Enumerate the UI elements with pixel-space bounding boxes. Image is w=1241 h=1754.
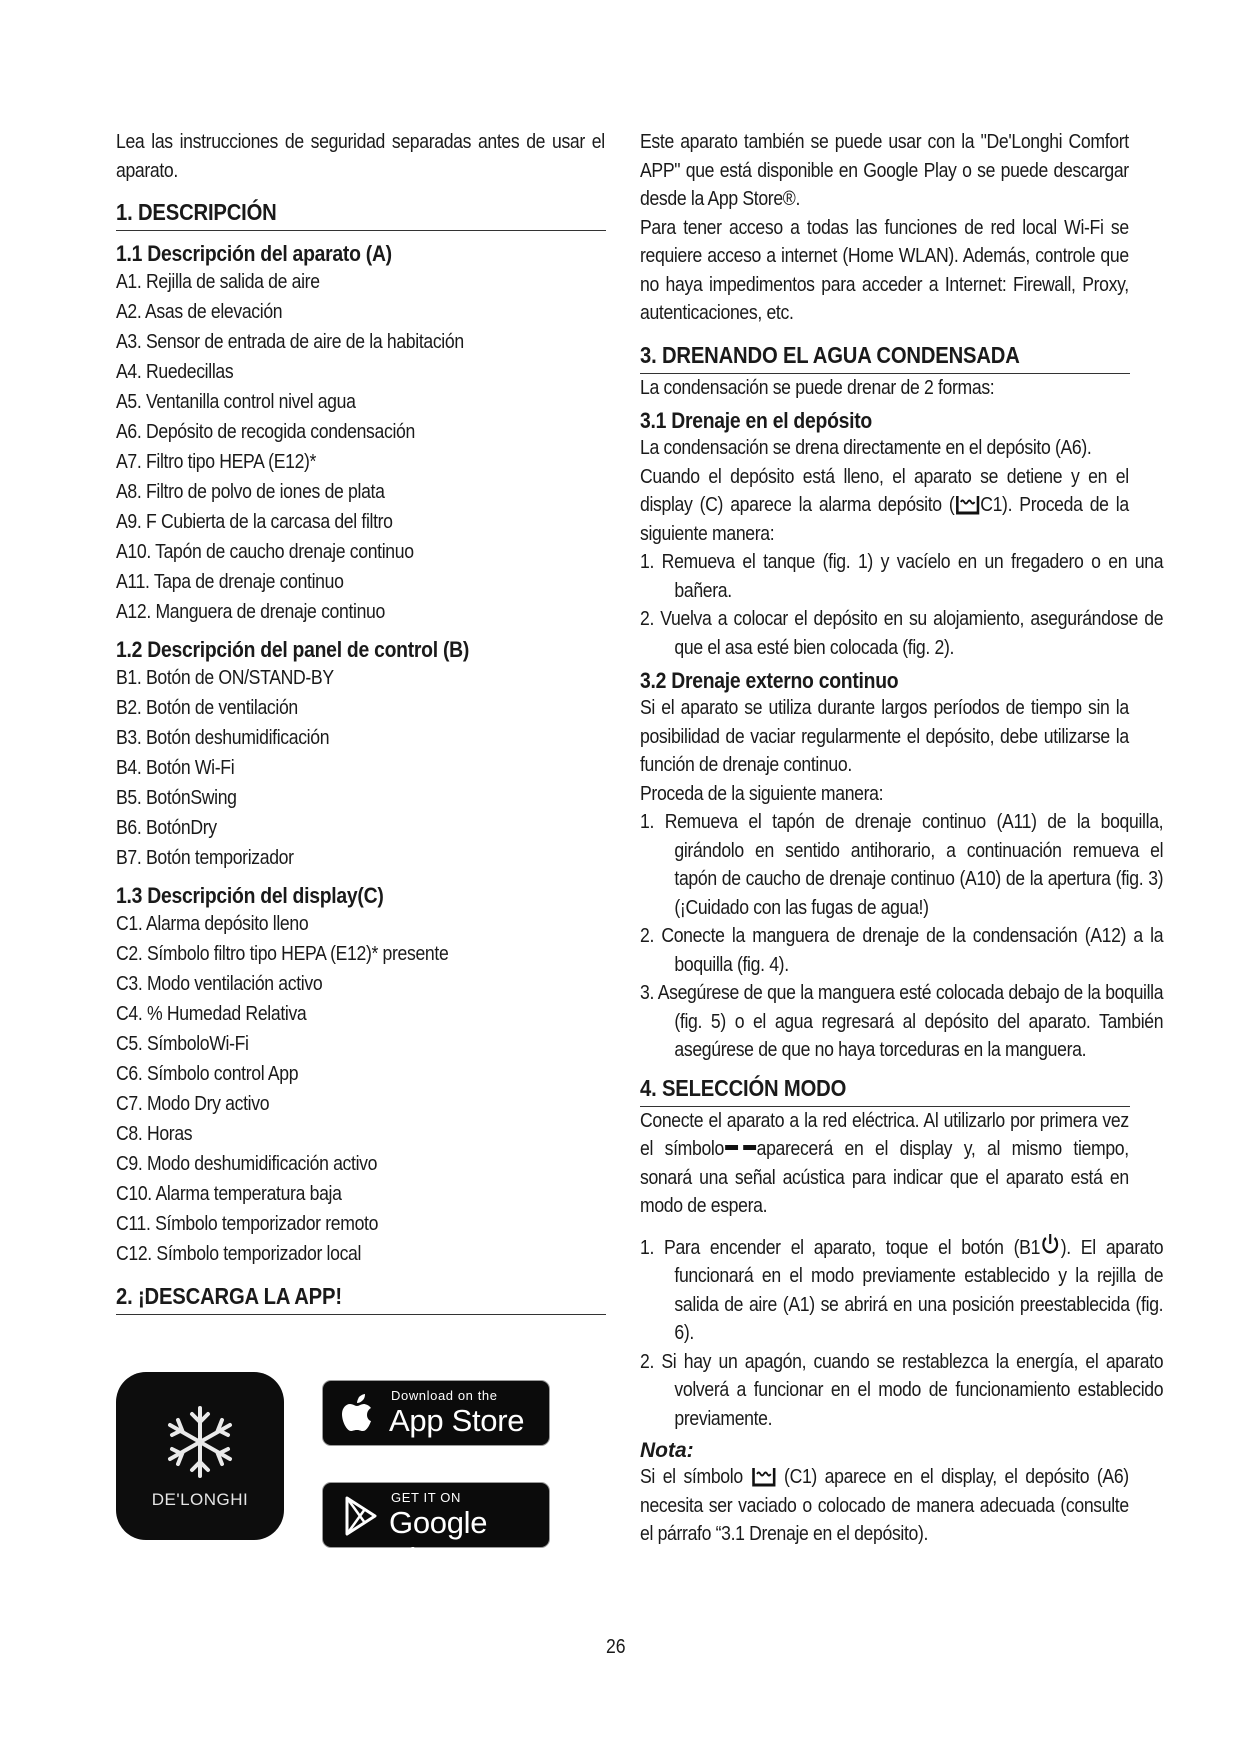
list-item: A7. Filtro tipo HEPA (E12)* (116, 450, 317, 473)
app-brand-label: DE'LONGHI (151, 1490, 249, 1509)
list-item: B6. BotónDry (116, 816, 217, 839)
section-4-step-2: 2. Si hay un apagón, cuando se restablezca la energía, el aparato volverá a funcionar en el modo de funcionamiento establecido previamente. (640, 1349, 1164, 1430)
list-item: B3. Botón deshumidificación (116, 726, 330, 749)
tank-full-icon (954, 494, 980, 516)
list-item: A5. Ventanilla control nivel agua (116, 390, 356, 413)
app-store-big-label: App Store (389, 1403, 525, 1438)
list-item: C1. Alarma depósito lleno (116, 912, 309, 935)
list-item: A6. Depósito de recogida condensación (116, 420, 415, 443)
app-paragraph-2: Para tener acceso a todas las funciones de red local Wi-Fi se requiere acceso a internet (Home WLAN). Además, controle que no haya impedimentos para acceder a Internet: Firewall, Proxy, autenticaciones, etc. (640, 215, 1129, 324)
list-item: C2. Símbolo filtro tipo HEPA (E12)* presente (116, 942, 449, 965)
section-3-2-step-3: 3. Asegúrese de que la manguera esté colocada debajo de la boquilla (fig. 5) o el agua regresará al depósito del aparato. También asegúrese de que no haya torceduras en la manguera. (640, 981, 1164, 1061)
display-list (116, 909, 606, 1269)
list-item: B5. BotónSwing (116, 786, 237, 809)
page-number: 26 (606, 1636, 626, 1658)
list-item: C6. Símbolo control App (116, 1062, 299, 1085)
section-3-1-title: 3.1 Drenaje en el depósito (640, 408, 872, 433)
section-1-title: 1. DESCRIPCIÓN (116, 199, 606, 231)
google-play-big-label: Google Play (389, 1505, 488, 1576)
list-item: A1. Rejilla de salida de aire (116, 270, 320, 293)
section-3-2-paragraph-1: Si el aparato se utiliza durante largos períodos de tiempo sin la posibilidad de vaciar regularmente el depósito, debe utilizarse la función de drenaje continuo. (640, 696, 1129, 776)
section-3-2-step-1: 1. Remueva el tapón de drenaje continuo (A11) de la boquilla, girándolo en sentido antihorario, a continuación remueva el tapón de caucho de drenaje continuo (A10) de la apertura (fig. 3) (¡Cuidado con las fugas de agua!) (640, 810, 1164, 919)
list-item: A12. Manguera de drenaje continuo (116, 600, 385, 623)
section-3-intro: La condensación se puede drenar de 2 formas: (640, 375, 995, 399)
section-4-title: 4. SELECCIÓN MODO (640, 1075, 1130, 1107)
control-panel-list (116, 663, 606, 873)
app-download-badges (116, 1372, 556, 1576)
list-item: A8. Filtro de polvo de iones de plata (116, 480, 385, 503)
list-item: C5. SímboloWi-Fi (116, 1032, 249, 1055)
section-3-title: 3. DRENANDO EL AGUA CONDENSADA (640, 342, 1130, 374)
list-item: C7. Modo Dry activo (116, 1092, 270, 1115)
appliance-parts-list (116, 267, 606, 627)
google-play-badge[interactable] (322, 1482, 550, 1576)
list-item: C3. Modo ventilación activo (116, 972, 323, 995)
delonghi-app-icon[interactable] (116, 1372, 284, 1540)
section-3-1-step-2: 2. Vuelva a colocar el depósito en su alojamiento, asegurándose de que el asa esté bien colocada (fig. 2). (640, 607, 1164, 659)
list-item: A3. Sensor de entrada de aire de la habitación (116, 330, 464, 353)
list-item: C11. Símbolo temporizador remoto (116, 1212, 379, 1235)
section-4-step-1: 1. Para encender el aparato, toque el botón (B1 ). El aparato funcionará en el modo previamente establecido y la rejilla de salida de aire (A1) se abrirá en una posición preestablecida (fig. 6). (640, 1231, 1163, 1348)
list-item: C4. % Humedad Relativa (116, 1002, 307, 1025)
section-3-1-paragraph-1: La condensación se drena directamente en el depósito (A6). (640, 436, 1092, 459)
list-item: A11. Tapa de drenaje continuo (116, 570, 344, 593)
section-1-2-title: 1.2 Descripción del panel de control (B) (116, 637, 470, 662)
tank-full-icon (751, 1466, 777, 1488)
list-item: A10. Tapón de caucho drenaje continuo (116, 540, 414, 563)
list-item: C8. Horas (116, 1122, 193, 1145)
list-item: C10. Alarma temperatura baja (116, 1182, 342, 1205)
section-3-2-title: 3.2 Drenaje externo continuo (640, 668, 899, 693)
list-item: A2. Asas de elevación (116, 300, 283, 323)
snowflake-sun-icon (160, 1402, 240, 1482)
section-1-1-title: 1.1 Descripción del aparato (A) (116, 241, 392, 266)
list-item: A4. Ruedecillas (116, 360, 234, 383)
app-store-small-label: Download on the (391, 1388, 498, 1403)
list-item: A9. F Cubierta de la carcasa del filtro (116, 510, 393, 533)
right-column (640, 128, 1164, 1549)
play-icon (337, 1493, 383, 1539)
list-item: C12. Símbolo temporizador local (116, 1242, 362, 1265)
section-1-3-title: 1.3 Descripción del display(C) (116, 883, 384, 908)
list-item: B4. Botón Wi-Fi (116, 756, 235, 779)
section-3-2-step-2: 2. Conecte la manguera de drenaje de la condensación (A12) a la boquilla (fig. 4). (640, 924, 1164, 976)
apple-icon (337, 1391, 383, 1437)
app-paragraph-1: Este aparato también se puede usar con la "De'Longhi Comfort APP" que está disponible en Google Play o se puede descargar desde la App Store®. (640, 130, 1129, 210)
section-4-paragraph-1: Conecte el aparato a la red eléctrica. Al utilizarlo por primera vez el símbolo aparecerá en el display y, al mismo tiempo, sonará una señal acústica para indicar que el aparato está en modo de espera. (640, 1108, 1129, 1217)
safety-intro: Lea las instrucciones de seguridad separadas antes de usar el aparato. (116, 130, 605, 182)
power-button-icon (1040, 1231, 1061, 1257)
note-title: Nota: (640, 1439, 694, 1462)
list-item: B1. Botón de ON/STAND-BY (116, 666, 334, 689)
app-store-badge[interactable] (322, 1380, 550, 1446)
list-item: C9. Modo deshumidificación activo (116, 1152, 378, 1175)
section-3-1-paragraph-2: Cuando el depósito está lleno, el aparato se detiene y en el display (C) aparece la alarma depósito ( C1). Proceda de la siguiente manera: (640, 464, 1129, 545)
note-paragraph: Si el símbolo (C1) aparece en el display, el depósito (A6) necesita ser vaciado o colocado de manera adecuada (consulte el párrafo “3.1 Drenaje en el depósito). (640, 1465, 1129, 1545)
section-3-1-step-1: 1. Remueva el tanque (fig. 1) y vacíelo en un fregadero o en una bañera. (640, 550, 1164, 602)
left-column (116, 128, 606, 1315)
section-3-2-paragraph-2: Proceda de la siguiente manera: (640, 781, 884, 805)
google-play-small-label: GET IT ON (391, 1490, 461, 1505)
section-2-title: 2. ¡DESCARGA LA APP! (116, 1283, 606, 1315)
standby-dashes-icon (724, 1145, 757, 1151)
list-item: B7. Botón temporizador (116, 846, 294, 869)
list-item: B2. Botón de ventilación (116, 696, 298, 719)
